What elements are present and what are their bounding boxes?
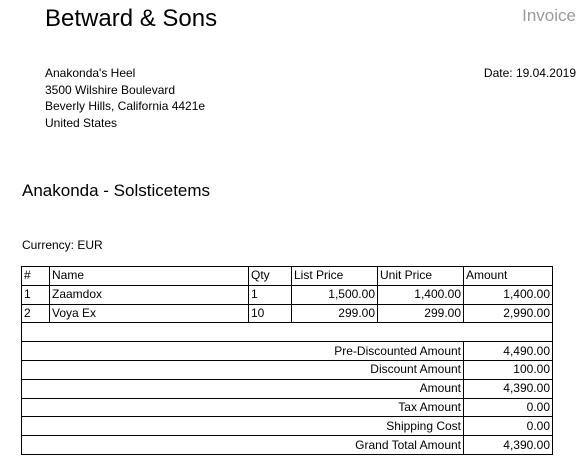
- row-name: Voya Ex: [50, 304, 249, 323]
- totals-row: [22, 398, 553, 417]
- recipient-city: Beverly Hills, California 4421e: [45, 99, 206, 113]
- col-header-name: Name: [50, 267, 249, 286]
- table-row: [22, 304, 553, 323]
- pre-discounted-value: 4,490.00: [464, 342, 553, 361]
- grand-total-label: Grand Total Amount: [22, 436, 464, 455]
- discount-value: 100.00: [464, 360, 553, 379]
- shipping-label: Shipping Cost: [22, 417, 464, 436]
- spacer-row: [22, 323, 553, 342]
- totals-row: [22, 360, 553, 379]
- grand-total-value: 4,390.00: [464, 436, 553, 455]
- tax-value: 0.00: [464, 398, 553, 417]
- invoice-date: Date: 19.04.2019: [483, 66, 576, 80]
- col-header-index: #: [22, 267, 50, 286]
- line-items-table: [21, 266, 553, 455]
- pre-discounted-label: Pre-Discounted Amount: [22, 342, 464, 361]
- totals-row: [22, 379, 553, 398]
- col-header-list-price: List Price: [292, 267, 378, 286]
- invoice-subject: Anakonda - Solsticetems: [22, 181, 211, 200]
- col-header-amount: Amount: [464, 267, 553, 286]
- row-index: 1: [22, 285, 50, 304]
- row-unit-price: 1,400.00: [378, 285, 464, 304]
- row-name: Zaamdox: [50, 285, 249, 304]
- row-list-price: 1,500.00: [292, 285, 378, 304]
- recipient-name: Anakonda's Heel: [45, 66, 136, 80]
- company-name: Betward & Sons: [45, 5, 218, 32]
- table-header-row: [22, 267, 553, 286]
- row-amount: 2,990.00: [464, 304, 553, 323]
- totals-row: [22, 417, 553, 436]
- recipient-address: [45, 65, 205, 131]
- discount-label: Discount Amount: [22, 360, 464, 379]
- currency-label: Currency: EUR: [22, 238, 103, 252]
- row-qty: 1: [249, 285, 292, 304]
- row-amount: 1,400.00: [464, 285, 553, 304]
- table-row: [22, 285, 553, 304]
- row-list-price: 299.00: [292, 304, 378, 323]
- col-header-qty: Qty: [249, 267, 292, 286]
- amount-label: Amount: [22, 379, 464, 398]
- shipping-value: 0.00: [464, 417, 553, 436]
- row-qty: 10: [249, 304, 292, 323]
- spacer-cell: [22, 323, 553, 342]
- document-type: Invoice: [522, 6, 576, 25]
- tax-label: Tax Amount: [22, 398, 464, 417]
- col-header-unit-price: Unit Price: [378, 267, 464, 286]
- recipient-street: 3500 Wilshire Boulevard: [45, 82, 176, 97]
- totals-row: [22, 342, 553, 361]
- totals-row: [22, 436, 553, 455]
- row-index: 2: [22, 304, 50, 323]
- recipient-country: United States: [45, 115, 118, 130]
- amount-value: 4,390.00: [464, 379, 553, 398]
- row-unit-price: 299.00: [378, 304, 464, 323]
